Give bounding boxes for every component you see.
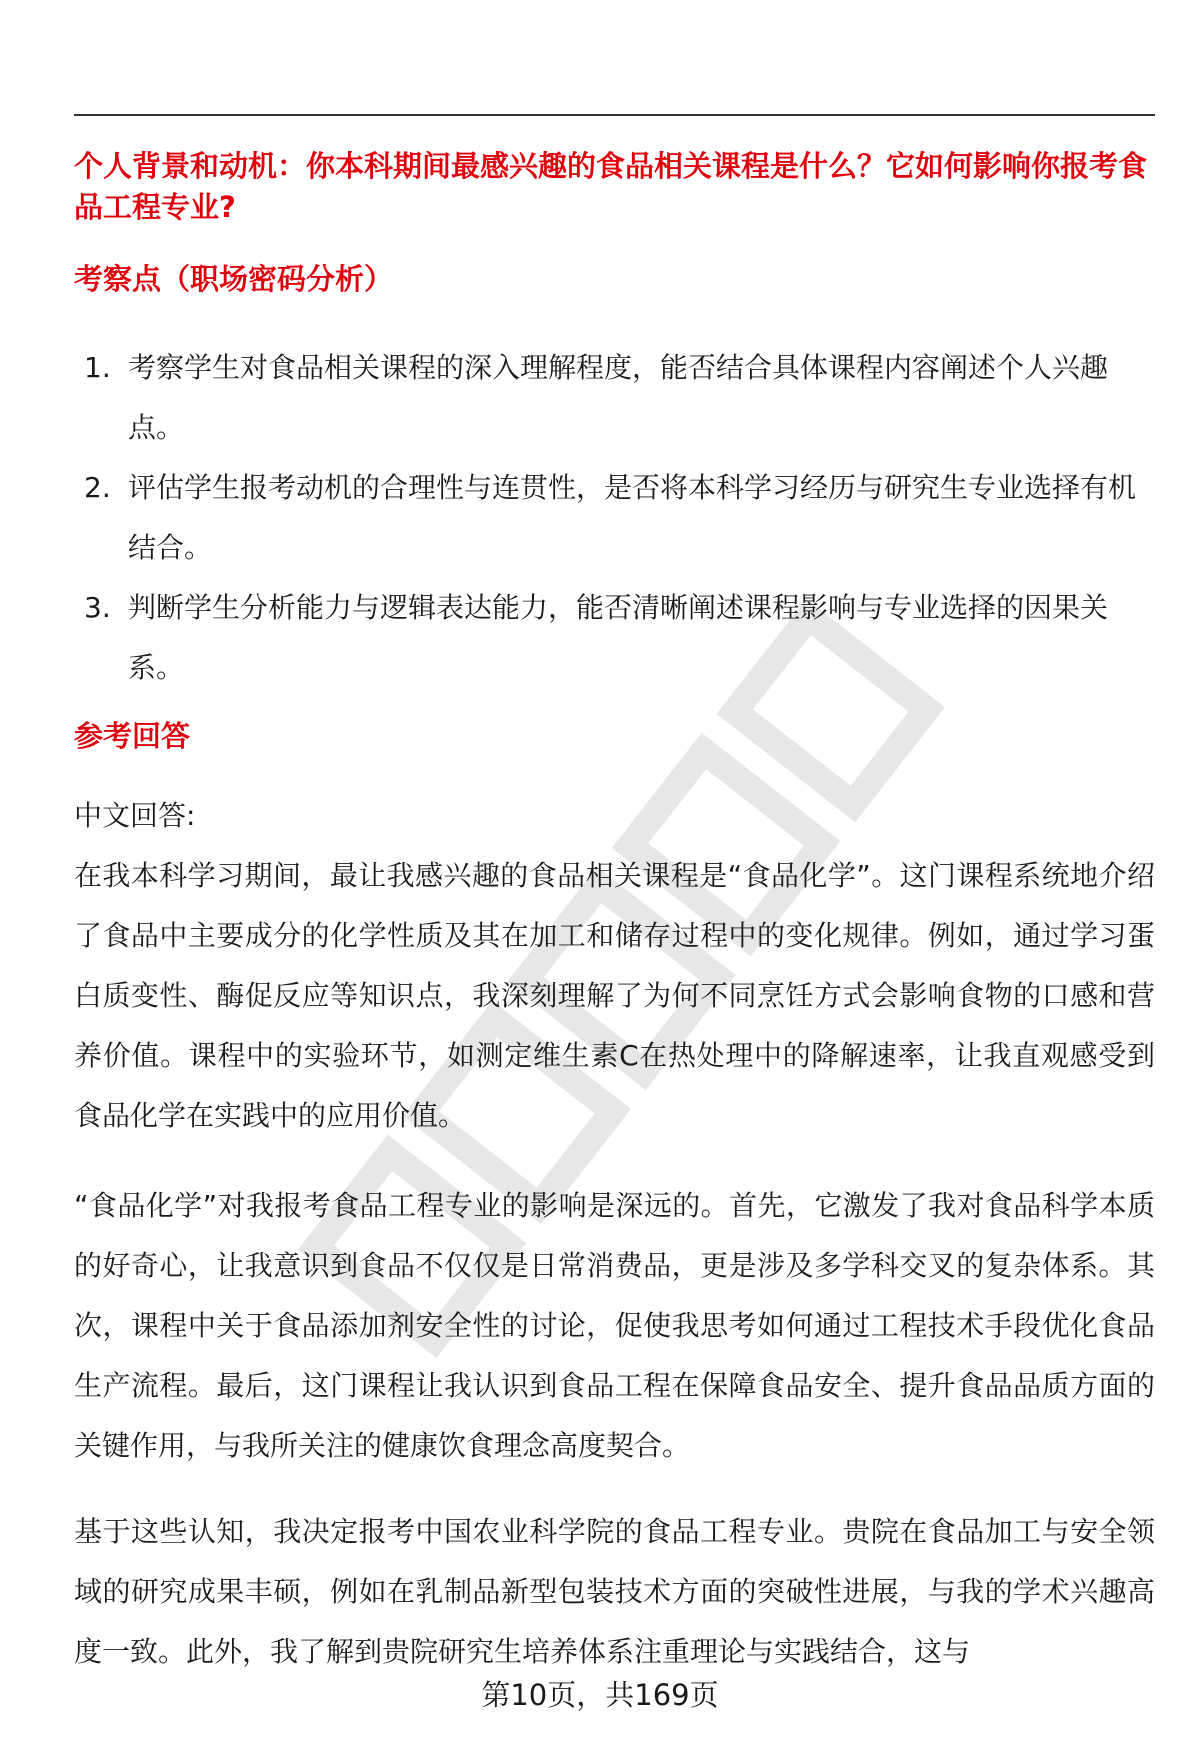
answer-paragraph: 基于这些认知，我决定报考中国农业科学院的食品工程专业。贵院在食品加工与安全领域的研究成果丰硕，例如在乳制品新型包装技术方面的突破性进展，与我的学术兴趣高度一致。此外，我了解到贵院研究生培养体系注重理论与实践结合，这与: [74, 1515, 1155, 1668]
header-divider: [74, 114, 1155, 116]
analysis-point: [74, 458, 1155, 578]
point-number: 1.: [84, 351, 111, 384]
analysis-point: [74, 578, 1155, 698]
answer-paragraph: “食品化学”对我报考食品工程专业的影响是深远的。首先，它激发了我对食品科学本质的好奇心，让我意识到食品不仅仅是日常消费品，更是涉及多学科交叉的复杂体系。其次，课程中关于食品添加剂安全性的讨论，促使我思考如何通过工程技术手段优化食品生产流程。最后，这门课程让我认识到食品工程在保障食品安全、提升食品品质方面的关键作用，与我所关注的健康饮食理念高度契合。: [74, 1189, 1155, 1462]
point-number: 2.: [84, 471, 111, 504]
point-text: 考察学生对食品相关课程的深入理解程度，能否结合具体课程内容阐述个人兴趣点。: [128, 351, 1109, 444]
answer-label: 中文回答:: [74, 799, 196, 832]
answer-paragraph: 在我本科学习期间，最让我感兴趣的食品相关课程是“食品化学”。这门课程系统地介绍了食品中主要成分的化学性质及其在加工和储存过程中的变化规律。例如，通过学习蛋白质变性、酶促反应等知识点，我深刻理解了为何不同烹饪方式会影响食物的口感和营养价值。课程中的实验环节，如测定维生素C在热处理中的降解速率，让我直观感受到食品化学在实践中的应用价值。: [74, 859, 1155, 1132]
analysis-points-list: [74, 338, 1155, 698]
page-number: 第10页，共169页: [481, 1678, 719, 1712]
analysis-point: [74, 338, 1155, 458]
answer-heading: 参考回答: [74, 719, 191, 753]
point-text: 判断学生分析能力与逻辑表达能力，能否清晰阐述课程影响与专业选择的因果关系。: [128, 591, 1109, 684]
analysis-heading: 考察点（职场密码分析）: [74, 262, 394, 296]
point-text: 评估学生报考动机的合理性与连贯性，是否将本科学习经历与研究生专业选择有机结合。: [128, 471, 1137, 564]
question-title: 个人背景和动机：你本科期间最感兴趣的食品相关课程是什么？它如何影响你报考食品工程专业?: [74, 149, 1148, 224]
point-number: 3.: [84, 591, 111, 624]
